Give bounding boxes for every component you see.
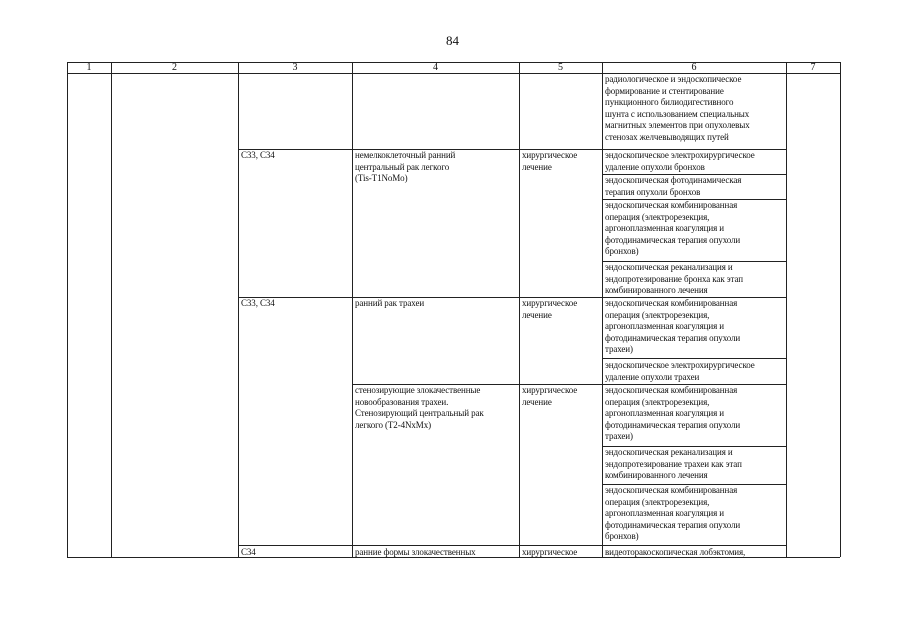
table-rule (602, 199, 786, 200)
column-header-2: 2 (172, 62, 177, 73)
method-text: фотодинамическая терапия опухоли (605, 332, 741, 343)
page-number: 84 (446, 33, 459, 48)
table-rule (67, 73, 840, 74)
table-rule (111, 62, 112, 557)
method-text: аргоноплазменная коагуляция и (605, 408, 724, 419)
method-text: эндоскопическая фотодинамическая (605, 175, 742, 185)
method-text: эндоскопическая комбинированная (605, 298, 738, 308)
method-text: видеоторакоскопическая лобэктомия, (605, 547, 746, 557)
diagnosis-text: немелкоклеточный ранний (355, 150, 456, 160)
diagnosis-text: новообразования трахеи. (355, 396, 449, 407)
method-text: шунта с использованием специальных (605, 108, 750, 119)
method-text: стенозах желчевыводящих путей (605, 132, 729, 142)
method-text: аргоноплазменная коагуляция и (605, 223, 724, 234)
treatment-type: хирургическое (522, 385, 578, 395)
column-header-1: 1 (86, 62, 92, 73)
table-rule (602, 62, 603, 557)
diagnosis-text: центральный рак легкого (355, 161, 450, 172)
method-text: фотодинамическая терапия опухоли (605, 234, 741, 245)
method-text: трахеи) (605, 344, 633, 355)
column-header-7: 7 (810, 62, 816, 73)
table-rule (67, 557, 840, 558)
table-rule (840, 62, 841, 557)
method-text: комбинированного лечения (605, 285, 708, 296)
table-rule (238, 62, 239, 557)
method-text: бронхов) (605, 531, 639, 542)
method-text: трахеи) (605, 431, 633, 442)
treatment-type: хирургическое (522, 547, 578, 557)
table-rule (238, 297, 786, 298)
diagnosis-text: ранний рак трахеи (355, 298, 425, 308)
column-header-6: 6 (691, 62, 697, 73)
table-rule (786, 62, 787, 557)
method-text: магнитных элементов при опухолевых (605, 120, 750, 131)
method-text: пункционного билиодигестивного (605, 97, 734, 108)
method-text: терапия опухоли бронхов (605, 186, 701, 197)
table-rule (238, 545, 786, 546)
method-text: радиологическое и эндоскопическое (605, 74, 742, 84)
method-text: эндоскопическая комбинированная (605, 485, 738, 495)
table-rule (352, 62, 353, 557)
icd-code: C34 (241, 547, 256, 557)
method-text: операция (электрорезекция, (605, 396, 710, 407)
diagnosis-text: ранние формы злокачественных (355, 547, 476, 557)
method-text: эндоскопическое электрохирургическое (605, 360, 755, 370)
method-text: эндоскопическая реканализация и (605, 262, 733, 272)
method-text: эндоскопическая комбинированная (605, 200, 738, 210)
column-header-4: 4 (433, 62, 438, 73)
method-text: эндоскопическое электрохирургическое (605, 150, 755, 160)
method-text: операция (электрорезекция, (605, 211, 710, 222)
treatment-type: лечение (522, 309, 552, 320)
method-text: эндопротезирование бронха как этап (605, 273, 743, 284)
icd-code: C33, C34 (241, 298, 275, 308)
method-text: бронхов) (605, 246, 639, 257)
table-rule (602, 484, 786, 485)
icd-code: C33, C34 (241, 150, 275, 160)
method-text: аргоноплазменная коагуляция и (605, 508, 724, 519)
table-rule (67, 62, 68, 557)
table-rule (602, 358, 786, 359)
diagnosis-text: Стенозирующий центральный рак (355, 408, 484, 419)
treatment-type: хирургическое (522, 150, 578, 160)
method-text: удаление опухоли трахеи (605, 371, 700, 382)
method-text: удаление опухоли бронхов (605, 161, 705, 172)
method-text: фотодинамическая терапия опухоли (605, 519, 741, 530)
diagnosis-text: стенозирующие злокачественные (355, 385, 481, 395)
method-text: операция (электрорезекция, (605, 309, 710, 320)
method-text: эндоскопическая комбинированная (605, 385, 738, 395)
column-header-5: 5 (558, 62, 563, 73)
table-rule (238, 149, 786, 150)
method-text: аргоноплазменная коагуляция и (605, 321, 724, 332)
method-text: формирование и стентирование (605, 85, 724, 96)
table-rule (352, 384, 786, 385)
method-text: фотодинамическая терапия опухоли (605, 419, 741, 430)
treatment-type: лечение (522, 396, 552, 407)
treatment-type: лечение (522, 161, 552, 172)
diagnosis-text: (Tis-T1NoMo) (355, 173, 408, 184)
table-rule (602, 261, 786, 262)
method-text: эндопротезирование трахеи как этап (605, 458, 742, 469)
method-text: операция (электрорезекция, (605, 496, 710, 507)
table-rule (519, 62, 520, 557)
method-text: комбинированного лечения (605, 470, 708, 481)
treatment-type: хирургическое (522, 298, 578, 308)
table-rule (602, 174, 786, 175)
table-rule (602, 446, 786, 447)
method-text: эндоскопическая реканализация и (605, 447, 733, 457)
column-header-3: 3 (292, 62, 298, 73)
table-rule (67, 62, 840, 63)
diagnosis-text: легкого (T2-4NxMx) (355, 419, 432, 430)
